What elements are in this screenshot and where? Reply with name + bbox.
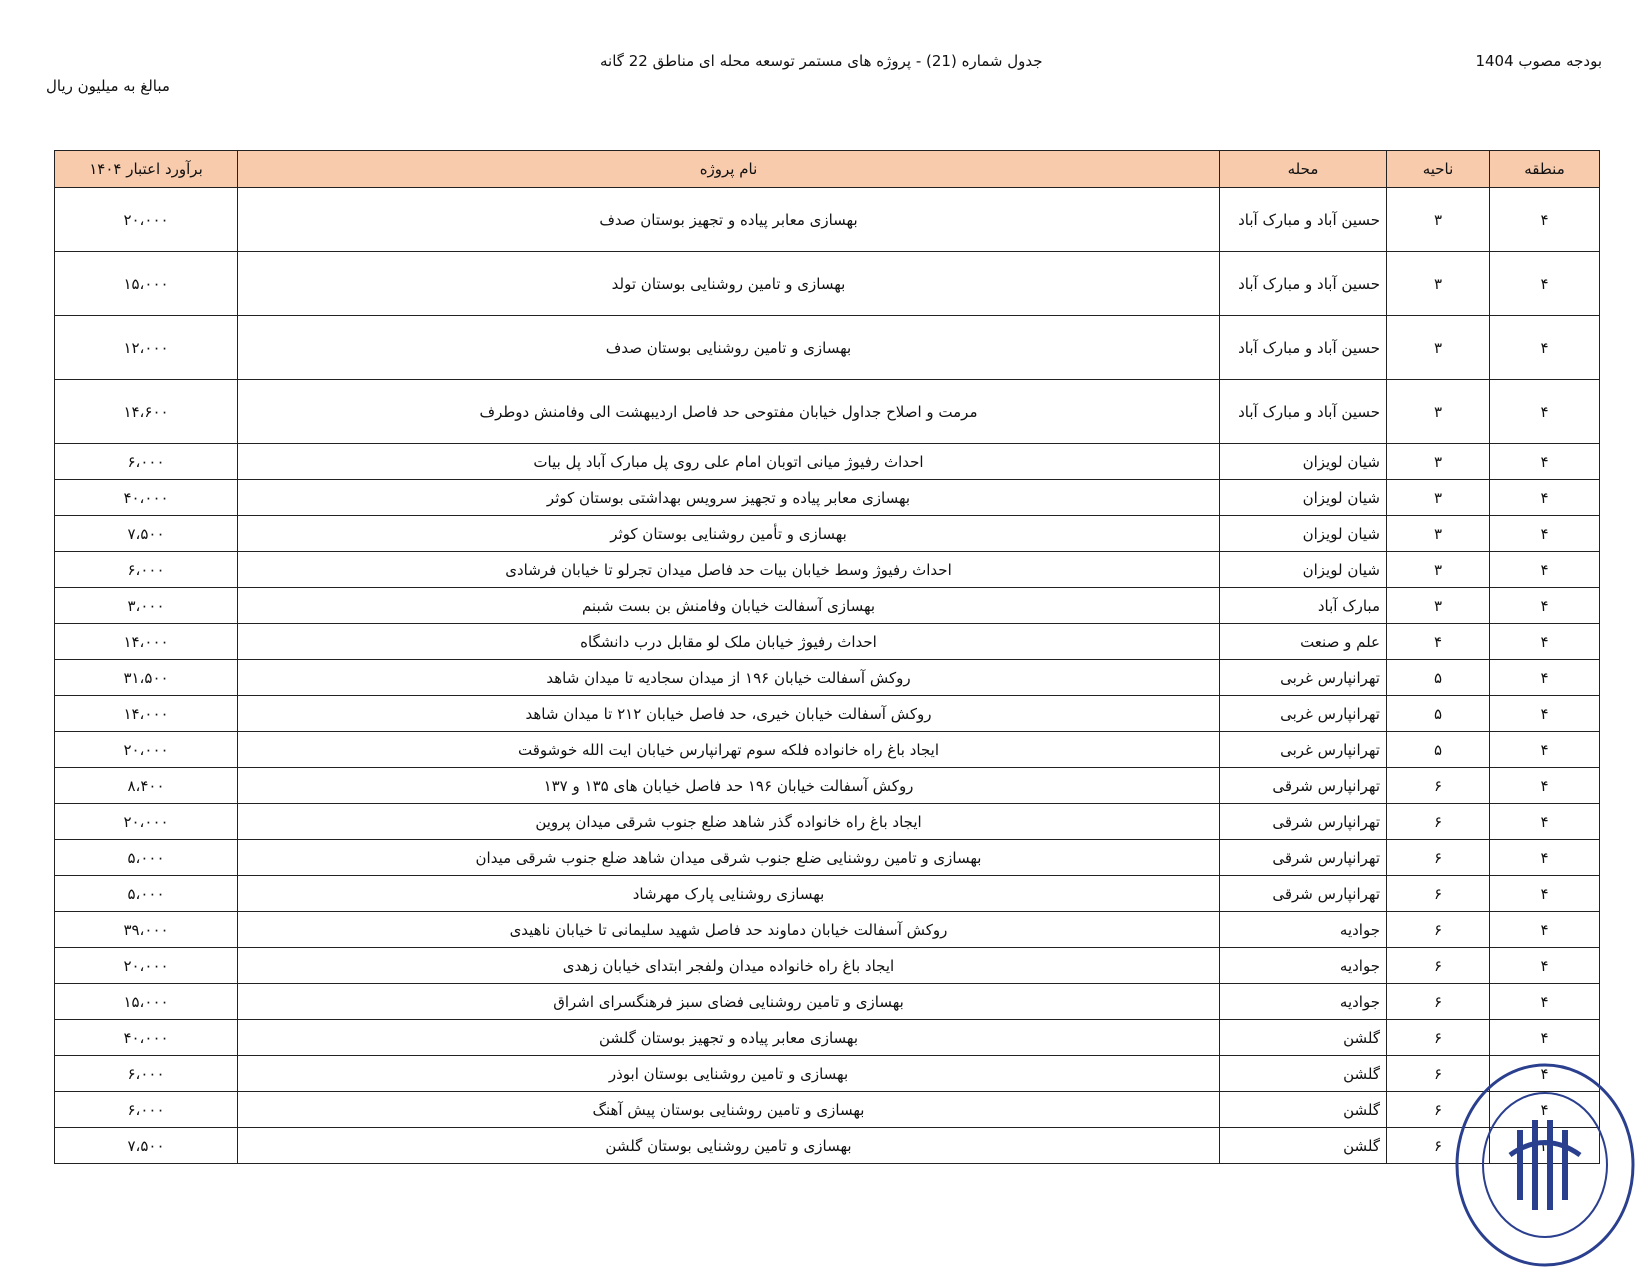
cell-nahiye: ۳	[1387, 252, 1490, 316]
cell-nahiye: ۳	[1387, 316, 1490, 380]
cell-mahalle: جوادیه	[1220, 912, 1387, 948]
cell-mahalle: تهرانپارس غربی	[1220, 732, 1387, 768]
cell-nahiye: ۶	[1387, 876, 1490, 912]
cell-nahiye: ۶	[1387, 804, 1490, 840]
cell-mahalle: تهرانپارس شرقی	[1220, 840, 1387, 876]
cell-mahalle: تهرانپارس شرقی	[1220, 768, 1387, 804]
cell-mantaghe: ۴	[1490, 840, 1600, 876]
cell-budget: ۱۴،۰۰۰	[55, 624, 238, 660]
cell-project: بهسازی و تامین روشنایی ضلع جنوب شرقی میدان شاهد ضلع جنوب شرقی میدان	[238, 840, 1220, 876]
cell-nahiye: ۶	[1387, 984, 1490, 1020]
cell-project: احداث رفیوژ خیابان ملک لو مقابل درب دانشگاه	[238, 624, 1220, 660]
cell-mantaghe: ۴	[1490, 912, 1600, 948]
cell-mantaghe: ۴	[1490, 804, 1600, 840]
cell-project: روکش آسفالت خیابان ۱۹۶ از میدان سجادیه تا میدان شاهد	[238, 660, 1220, 696]
cell-project: ایجاد باغ راه خانواده میدان ولفجر ابتدای خیابان زهدی	[238, 948, 1220, 984]
cell-nahiye: ۶	[1387, 948, 1490, 984]
cell-budget: ۷،۵۰۰	[55, 516, 238, 552]
page-title: جدول شماره (21) - پروژه های مستمر توسعه محله ای مناطق 22 گانه	[600, 52, 1043, 70]
cell-project: روکش آسفالت خیابان خیری، حد فاصل خیابان ۲۱۲ تا میدان شاهد	[238, 696, 1220, 732]
cell-mantaghe: ۴	[1490, 696, 1600, 732]
cell-mahalle: حسین آباد و مبارک آباد	[1220, 188, 1387, 252]
cell-mahalle: شیان لویزان	[1220, 516, 1387, 552]
cell-nahiye: ۵	[1387, 660, 1490, 696]
cell-budget: ۶،۰۰۰	[55, 444, 238, 480]
cell-mantaghe: ۴	[1490, 1128, 1600, 1164]
cell-mantaghe: ۴	[1490, 252, 1600, 316]
cell-project: بهسازی و تامین روشنایی بوستان گلشن	[238, 1128, 1220, 1164]
cell-mahalle: تهرانپارس شرقی	[1220, 876, 1387, 912]
cell-budget: ۲۰،۰۰۰	[55, 732, 238, 768]
cell-nahiye: ۳	[1387, 588, 1490, 624]
table-row	[55, 696, 1600, 732]
cell-project: بهسازی و تامین روشنایی بوستان صدف	[238, 316, 1220, 380]
cell-mantaghe: ۴	[1490, 624, 1600, 660]
cell-project: بهسازی و تامین روشنایی بوستان تولد	[238, 252, 1220, 316]
cell-budget: ۶،۰۰۰	[55, 552, 238, 588]
cell-budget: ۲۰،۰۰۰	[55, 188, 238, 252]
budget-label: بودجه مصوب 1404	[1475, 52, 1602, 70]
cell-budget: ۱۴،۶۰۰	[55, 380, 238, 444]
cell-budget: ۸،۴۰۰	[55, 768, 238, 804]
cell-mahalle: تهرانپارس غربی	[1220, 696, 1387, 732]
table-row	[55, 188, 1600, 252]
cell-budget: ۲۰،۰۰۰	[55, 804, 238, 840]
cell-nahiye: ۵	[1387, 696, 1490, 732]
cell-project: روکش آسفالت خیابان ۱۹۶ حد فاصل خیابان های ۱۳۵ و ۱۳۷	[238, 768, 1220, 804]
table-row	[55, 380, 1600, 444]
cell-nahiye: ۶	[1387, 1056, 1490, 1092]
cell-nahiye: ۳	[1387, 380, 1490, 444]
cell-mantaghe: ۴	[1490, 660, 1600, 696]
cell-mahalle: حسین آباد و مبارک آباد	[1220, 316, 1387, 380]
column-header-mantaghe: منطقه	[1490, 151, 1600, 188]
table-row	[55, 948, 1600, 984]
cell-budget: ۳،۰۰۰	[55, 588, 238, 624]
cell-project: بهسازی روشنایی پارک مهرشاد	[238, 876, 1220, 912]
cell-mantaghe: ۴	[1490, 1092, 1600, 1128]
cell-nahiye: ۳	[1387, 480, 1490, 516]
table-row	[55, 316, 1600, 380]
cell-budget: ۶،۰۰۰	[55, 1056, 238, 1092]
cell-mantaghe: ۴	[1490, 516, 1600, 552]
cell-mahalle: گلشن	[1220, 1092, 1387, 1128]
units-note: مبالغ به میلیون ریال	[46, 77, 170, 95]
cell-mahalle: گلشن	[1220, 1056, 1387, 1092]
cell-project: احداث رفیوژ میانی اتوبان امام علی روی پل مبارک آباد پل بیات	[238, 444, 1220, 480]
table-row	[55, 1056, 1600, 1092]
cell-mahalle: جوادیه	[1220, 984, 1387, 1020]
cell-project: ایجاد باغ راه خانواده گذر شاهد ضلع جنوب شرقی میدان پروین	[238, 804, 1220, 840]
cell-project: بهسازی و تامین روشنایی بوستان ابوذر	[238, 1056, 1220, 1092]
cell-mahalle: جوادیه	[1220, 948, 1387, 984]
cell-budget: ۶،۰۰۰	[55, 1092, 238, 1128]
cell-budget: ۱۵،۰۰۰	[55, 984, 238, 1020]
cell-nahiye: ۳	[1387, 552, 1490, 588]
table-row	[55, 840, 1600, 876]
cell-mantaghe: ۴	[1490, 552, 1600, 588]
cell-budget: ۱۵،۰۰۰	[55, 252, 238, 316]
column-header-budget: برآورد اعتبار ۱۴۰۴	[55, 151, 238, 188]
table-row	[55, 480, 1600, 516]
cell-mantaghe: ۴	[1490, 876, 1600, 912]
table-row	[55, 876, 1600, 912]
table-row	[55, 516, 1600, 552]
cell-nahiye: ۶	[1387, 1128, 1490, 1164]
table-row	[55, 588, 1600, 624]
cell-budget: ۵،۰۰۰	[55, 876, 238, 912]
cell-nahiye: ۶	[1387, 912, 1490, 948]
table-row	[55, 552, 1600, 588]
cell-project: بهسازی و تأمین روشنایی بوستان کوثر	[238, 516, 1220, 552]
column-header-nahiye: ناحیه	[1387, 151, 1490, 188]
cell-mantaghe: ۴	[1490, 380, 1600, 444]
cell-mahalle: تهرانپارس شرقی	[1220, 804, 1387, 840]
cell-mahalle: حسین آباد و مبارک آباد	[1220, 252, 1387, 316]
table-row	[55, 444, 1600, 480]
cell-project: احداث رفیوژ وسط خیابان بیات حد فاصل میدان تجرلو تا خیابان فرشادی	[238, 552, 1220, 588]
cell-budget: ۳۹،۰۰۰	[55, 912, 238, 948]
table-row	[55, 624, 1600, 660]
cell-nahiye: ۶	[1387, 1020, 1490, 1056]
cell-nahiye: ۳	[1387, 188, 1490, 252]
cell-mantaghe: ۴	[1490, 768, 1600, 804]
cell-mantaghe: ۴	[1490, 984, 1600, 1020]
table-row	[55, 804, 1600, 840]
cell-nahiye: ۳	[1387, 444, 1490, 480]
table-row	[55, 660, 1600, 696]
cell-nahiye: ۳	[1387, 516, 1490, 552]
cell-budget: ۲۰،۰۰۰	[55, 948, 238, 984]
table-row	[55, 768, 1600, 804]
cell-project: بهسازی معابر پیاده و تجهیز بوستان صدف	[238, 188, 1220, 252]
table-row	[55, 252, 1600, 316]
cell-mantaghe: ۴	[1490, 732, 1600, 768]
column-header-mahalle: محله	[1220, 151, 1387, 188]
table-row	[55, 732, 1600, 768]
cell-project: بهسازی معابر پیاده و تجهیز سرویس بهداشتی بوستان کوثر	[238, 480, 1220, 516]
cell-mahalle: شیان لویزان	[1220, 480, 1387, 516]
table-row	[55, 912, 1600, 948]
cell-budget: ۳۱،۵۰۰	[55, 660, 238, 696]
cell-project: روکش آسفالت خیابان دماوند حد فاصل شهید سلیمانی تا خیابان ناهیدی	[238, 912, 1220, 948]
projects-table	[54, 150, 1600, 1164]
cell-mahalle: شیان لویزان	[1220, 552, 1387, 588]
cell-mantaghe: ۴	[1490, 1056, 1600, 1092]
cell-mantaghe: ۴	[1490, 1020, 1600, 1056]
cell-project: بهسازی معابر پیاده و تجهیز بوستان گلشن	[238, 1020, 1220, 1056]
cell-mantaghe: ۴	[1490, 588, 1600, 624]
column-header-project: نام پروژه	[238, 151, 1220, 188]
cell-project: مرمت و اصلاح جداول خیابان مفتوحی حد فاصل اردیبهشت الی وفامنش دوطرف	[238, 380, 1220, 444]
cell-budget: ۷،۵۰۰	[55, 1128, 238, 1164]
cell-project: بهسازی آسفالت خیابان وفامنش بن بست شبنم	[238, 588, 1220, 624]
cell-mantaghe: ۴	[1490, 316, 1600, 380]
table-row	[55, 1020, 1600, 1056]
cell-mahalle: گلشن	[1220, 1128, 1387, 1164]
cell-project: بهسازی و تامین روشنایی بوستان پیش آهنگ	[238, 1092, 1220, 1128]
cell-budget: ۱۴،۰۰۰	[55, 696, 238, 732]
cell-mantaghe: ۴	[1490, 480, 1600, 516]
cell-nahiye: ۶	[1387, 840, 1490, 876]
cell-mahalle: مبارک آباد	[1220, 588, 1387, 624]
cell-mantaghe: ۴	[1490, 444, 1600, 480]
table-header-row	[55, 151, 1600, 188]
cell-budget: ۴۰،۰۰۰	[55, 1020, 238, 1056]
cell-mahalle: علم و صنعت	[1220, 624, 1387, 660]
cell-mahalle: گلشن	[1220, 1020, 1387, 1056]
table-row	[55, 984, 1600, 1020]
cell-mantaghe: ۴	[1490, 188, 1600, 252]
cell-project: ایجاد باغ راه خانواده فلکه سوم تهرانپارس خیابان ایت الله خوشوقت	[238, 732, 1220, 768]
cell-mantaghe: ۴	[1490, 948, 1600, 984]
cell-nahiye: ۴	[1387, 624, 1490, 660]
cell-mahalle: حسین آباد و مبارک آباد	[1220, 380, 1387, 444]
table-row	[55, 1128, 1600, 1164]
cell-mahalle: تهرانپارس غربی	[1220, 660, 1387, 696]
cell-nahiye: ۶	[1387, 768, 1490, 804]
cell-nahiye: ۵	[1387, 732, 1490, 768]
cell-mahalle: شیان لویزان	[1220, 444, 1387, 480]
table-row	[55, 1092, 1600, 1128]
cell-budget: ۴۰،۰۰۰	[55, 480, 238, 516]
cell-budget: ۵،۰۰۰	[55, 840, 238, 876]
cell-project: بهسازی و تامین روشنایی فضای سبز فرهنگسرای اشراق	[238, 984, 1220, 1020]
cell-budget: ۱۲،۰۰۰	[55, 316, 238, 380]
cell-nahiye: ۶	[1387, 1092, 1490, 1128]
